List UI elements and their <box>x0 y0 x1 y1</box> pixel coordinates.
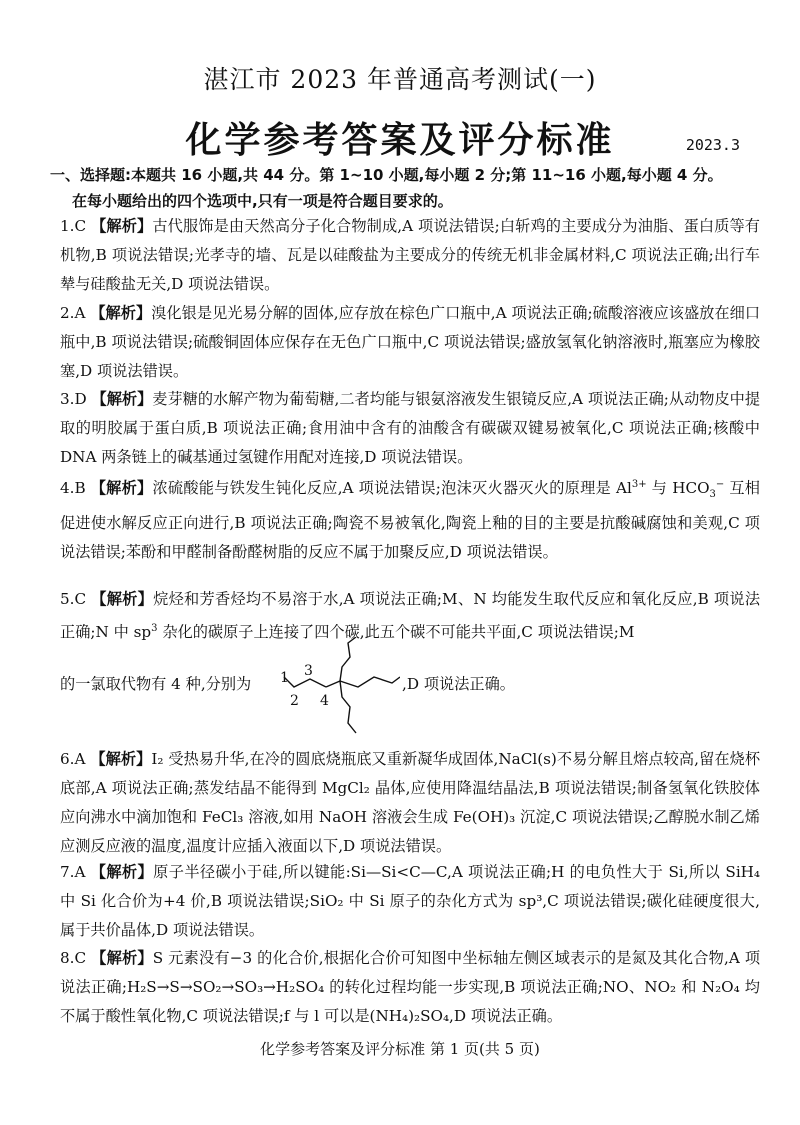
analysis-tag: 【解析】 <box>91 949 153 967</box>
answer-number: 2.A <box>60 304 86 322</box>
formula-sub: 3 <box>709 489 716 501</box>
position-label: 3 <box>304 663 313 679</box>
analysis-tag: 【解析】 <box>91 217 153 235</box>
answer-text: 古代服饰是由天然高分子化合物制成,A 项说法错误;白斩鸡的主要成分为油脂、蛋白质等有机物,B 项说法错误;光孝寺的墙、瓦是以硅酸盐为主要成分的传统无机非金属材料,C 项说法正确;出行车辇与硅酸盐无关,D 项说法错误。 <box>60 217 760 293</box>
section-line-2: 在每小题给出的四个选项中,只有一项是符合题目要求的。 <box>72 192 453 210</box>
answer-text: 麦芽糖的水解产物为葡萄糖,二者均能与银氨溶液发生银镜反应,A 项说法正确;从动物皮中提取的明胶属于蛋白质,B 项说法正确;食用油中含有的油酸含有碳碳双键易被氧化,C 项说法正确;核酸中 DNA 两条链上的碱基通过氢键作用配对连接,D 项说法错误。 <box>60 390 761 466</box>
section-heading <box>50 162 770 214</box>
answer-number: 1.C <box>60 217 87 235</box>
answer-text: 原子半径碳小于硅,所以键能:Si—Si<C—C,A 项说法正确;H 的电负性大于 Si,所以 SiH₄ 中 Si 化合价为+4 价,B 项说法错误;SiO₂ 中 Si 原子的杂化方式为 sp³,C 项说法错误;碳化硅硬度很大,属于共价晶体,D 项说法错误。 <box>60 863 761 939</box>
question-2 <box>60 299 760 386</box>
molecule-line <box>60 637 760 747</box>
answer-text: I₂ 受热易升华,在冷的圆底烧瓶底又重新凝华成固体,NaCl(s)不易分解且熔点较高,留在烧杯底部,A 项说法正确;蒸发结晶不能得到 MgCl₂ 晶体,应使用降温结晶法,B 项说法错误;制备氢氧化铁胶体应向沸水中滴加饱和 FeCl₃ 溶液,如用 NaOH 溶液会生成 Fe(OH)₃ 沉淀,C 项说法错误;乙醇脱水制乙烯应测反应液的温度,温度计应插入液面以下,D 项说法错误。 <box>60 750 761 855</box>
position-label: 1 <box>280 670 289 686</box>
analysis-tag: 【解析】 <box>91 590 154 608</box>
charge-sup: − <box>715 479 725 490</box>
answer-text: 溴化银是见光易分解的固体,应存放在棕色广口瓶中,A 项说法正确;硫酸溶液应该盛放在细口瓶中,B 项说法错误;硫酸铜固体应保存在无色广口瓶中,C 项说法错误;盛放氢氧化钠溶液时,瓶塞应为橡胶塞,D 项说法错误。 <box>60 304 761 380</box>
position-label: 4 <box>320 693 329 709</box>
question-7 <box>60 858 760 945</box>
answer-number: 4.B <box>60 479 86 498</box>
answer-text: S 元素没有−3 的化合价,根据化合价可知图中坐标轴左侧区域表示的是氮及其化合物,A 项说法正确;H₂S→S→SO₂→SO₃→H₂SO₄ 的转化过程均能一步实现,B 项说法正确;NO、NO₂ 和 N₂O₄ 均不属于酸性氧化物,C 项说法错误;f 与 l 可以是(NH₄)₂SO₄,D 项说法正确。 <box>60 949 761 1025</box>
skeletal-formula-diagram <box>280 637 400 747</box>
question-3 <box>60 385 760 472</box>
answer-text-b: 杂化的碳原子上连接了四个碳,此五个碳不可能共平面,C 项说法错误;M <box>157 623 635 642</box>
analysis-tag: 【解析】 <box>90 479 153 498</box>
analysis-tag: 【解析】 <box>90 750 152 768</box>
molecule-pre-text: 的一氯取代物有 4 种,分别为 <box>60 675 252 693</box>
question-8 <box>60 944 760 1031</box>
answer-text-c: 互相促进使水解反应正向进行,B 项说法正确;陶瓷不易被氧化,陶瓷上釉的目的主要是抗酸碱腐蚀和美观,C 项说法错误;苯酚和甲醛制备酚醛树脂的反应不属于加聚反应,D 项说法错误。 <box>60 479 760 562</box>
answer-number: 8.C <box>60 949 87 967</box>
molecule-post-text: ,D 项说法正确。 <box>402 675 515 693</box>
question-6 <box>60 745 760 861</box>
answer-number: 5.C <box>60 590 87 608</box>
answer-number: 3.D <box>60 390 87 408</box>
answer-text-b: 与 HCO <box>646 479 710 498</box>
answer-number: 6.A <box>60 750 86 768</box>
section-line-1: 一、选择题:本题共 16 小题,共 44 分。第 1~10 小题,每小题 2 分;第 11~16 小题,每小题 4 分。 <box>50 166 723 184</box>
analysis-tag: 【解析】 <box>90 304 152 322</box>
analysis-tag: 【解析】 <box>90 863 154 881</box>
answer-number: 7.A <box>60 863 86 881</box>
analysis-tag: 【解析】 <box>91 390 153 408</box>
question-4 <box>60 470 760 567</box>
hybrid-sup: 3 <box>151 623 158 634</box>
exam-title: 湛江市 2023 年普通高考测试(一) <box>203 65 597 94</box>
answer-text-a: 浓硫酸能与铁发生钝化反应,A 项说法错误;泡沫灭火器灭火的原理是 Al <box>152 479 632 498</box>
doc-title: 化学参考答案及评分标准 <box>185 120 615 161</box>
charge-sup: 3+ <box>631 479 647 490</box>
position-label: 2 <box>290 693 299 709</box>
page-footer: 化学参考答案及评分标准 第 1 页(共 5 页) <box>260 1040 540 1058</box>
question-1 <box>60 212 760 299</box>
answer-text-a: 烷烃和芳香烃均不易溶于水,A 项说法正确;M、N 均能发生取代反应和氧化反应,B 项说法正确;N 中 sp <box>60 590 761 642</box>
doc-date: 2023.3 <box>685 136 740 154</box>
